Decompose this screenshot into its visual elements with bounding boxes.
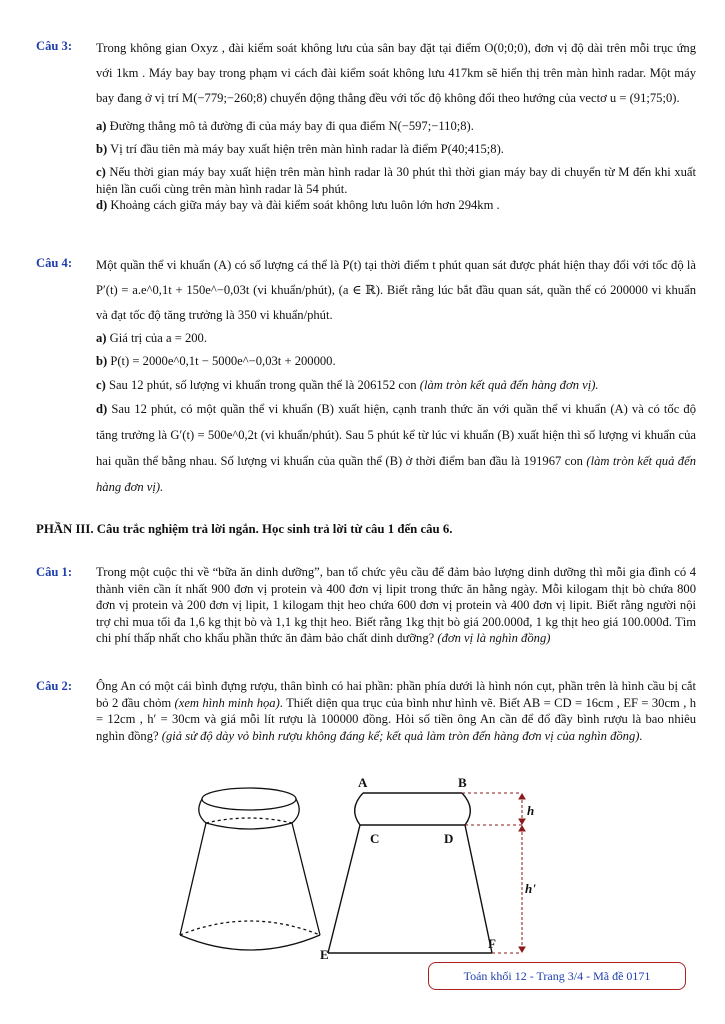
option-d: d) Sau 12 phút, có một quần thể vi khuẩn (B) xuất hiện, cạnh tranh thức ăn với quần thể vi khuẩn (A) và có tốc độ tăng trưởng là G′(t) = 500e^0,2t (vi khuẩn/phút). Sau 5 phút kể từ lúc vi khuẩn (B) xuất hiện thì số lượng vi khuẩn của hai quần thể bằng nhau. Số lượng vi khuẩn của quần thể (B) ở thời điểm ban đầu là 191967 con (làm tròn kết quả đến hàng đơn vị). — [96, 402, 696, 494]
short-question-2 — [36, 678, 696, 744]
option-a: a) Đường thẳng mô tả đường đi của máy bay đi qua điểm N(−597;−110;8). — [96, 119, 474, 133]
question-label: Câu 2: — [36, 679, 73, 693]
question-text: Ông An có một cái bình đựng rượu, thân bình có hai phần: phần phía dưới là hình nón cụt, phần trên là hình cầu bị cắt bỏ 2 đầu chỏm (xem hình minh họa). Thiết diện qua trục của bình như hình vẽ. Biết AB = CD = 16cm , EF = 30cm , h = 12cm , h′ = 30cm và giá mỗi lít rượu là 100000 đồng. Hỏi số tiền ông An cần để đổ đầy bình rượu là bao nhiêu nghìn đồng? (giả sử độ dày vỏ bình rượu không đáng kể; kết quả làm tròn đến hàng đơn vị của nghìn đồng). — [96, 679, 697, 743]
option-a: a) Giá trị của a = 200. — [96, 331, 207, 345]
label-F: F — [488, 936, 496, 951]
short-question-1 — [36, 564, 696, 647]
question-label: Câu 3: — [36, 39, 73, 53]
bottle-cross-section — [328, 793, 492, 953]
question-stem: Trong không gian Oxyz , đài kiểm soát không lưu của sân bay đặt tại điểm O(0;0;0), đơn vị độ dài trên mỗi trục ứng với 1km . Máy bay bay trong phạm vi cách đài kiểm soát không lưu 417km sẽ hiển thị trên màn hình radar. Một máy bay đang ở vị trí M(−779;−260;8) chuyển động thẳng đều với tốc độ không đổi theo hướng của vectơ u = (91;75;0). — [96, 41, 696, 105]
dimension-lines — [462, 793, 525, 953]
bottle-figure — [170, 775, 550, 965]
label-D: D — [444, 831, 454, 846]
option-d: d) Khoảng cách giữa máy bay và đài kiểm soát không lưu luôn lớn hơn 294km . — [96, 198, 500, 212]
label-A: A — [358, 775, 368, 790]
option-b: b) P(t) = 2000e^0,1t − 5000e^−0,03t + 200000. — [96, 354, 336, 368]
label-E: E — [320, 947, 329, 962]
question-label: Câu 4: — [36, 256, 73, 270]
question-label: Câu 1: — [36, 565, 73, 579]
question-4 — [36, 253, 696, 500]
label-C: C — [370, 831, 380, 846]
question-text: Trong một cuộc thi về “bữa ăn dinh dưỡng”, ban tổ chức yêu cầu để đảm bảo lượng dinh dưỡng thì mỗi gia đình có 4 thành viên cần ít nhất 900 đơn vị protein và 400 đơn vị lipit trong thức ăn hằng ngày. Mỗi kilogam thịt bò chứa 800 đơn vị protein và 200 đơn vị lipit, 1 kilogam thịt heo chứa 600 đơn vị protein và 400 đơn vị lipit. Biết rằng người nội trợ chỉ mua tối đa 1,6 kg thịt bò và 1,1 kg thịt heo. Biết rằng 1kg thịt bò giá 200.000đ, 1 kg thịt heo giá 100.000đ. Tìm chi phí thấp nhất cho khẩu phần thức ăn đảm bảo chất dinh dưỡng? (đơn vị là nghìn đồng) — [96, 565, 696, 645]
label-h-prime: h' — [525, 881, 536, 896]
option-c: c) Nếu thời gian máy bay xuất hiện trên màn hình radar là 30 phút thì thời gian máy bay di chuyển từ M đến khi xuất hiện lần cuối cùng trên màn hình radar là 54 phút. — [96, 165, 696, 196]
label-h: h — [527, 803, 535, 818]
section-title: PHẦN III. Câu trắc nghiệm trả lời ngắn. Học sinh trả lời từ câu 1 đến câu 6. — [36, 522, 453, 536]
question-stem: Một quần thể vi khuẩn (A) có số lượng cá thể là P(t) tại thời điểm t phút quan sát được phát hiện thay đổi với tốc độ là P′(t) = a.e^0,1t + 150e^−0,03t (vi khuẩn/phút), (a ∈ ℝ). Biết rằng lúc bắt đầu quan sát, quần thể có 200000 vi khuẩn và đạt tốc độ tăng trưởng là 350 vi khuẩn/phút. — [96, 258, 696, 322]
question-3 — [36, 36, 696, 214]
option-c: c) Sau 12 phút, số lượng vi khuẩn trong quần thể là 206152 con (làm tròn kết quả đến hàng đơn vị). — [96, 378, 599, 392]
label-B: B — [458, 775, 467, 790]
bottle-perspective-drawing — [180, 788, 320, 950]
page-footer: Toán khối 12 - Trang 3/4 - Mã đề 0171 — [428, 962, 686, 990]
option-b: b) Vị trí đầu tiên mà máy bay xuất hiện trên màn hình radar là điểm P(40;415;8). — [96, 142, 504, 156]
